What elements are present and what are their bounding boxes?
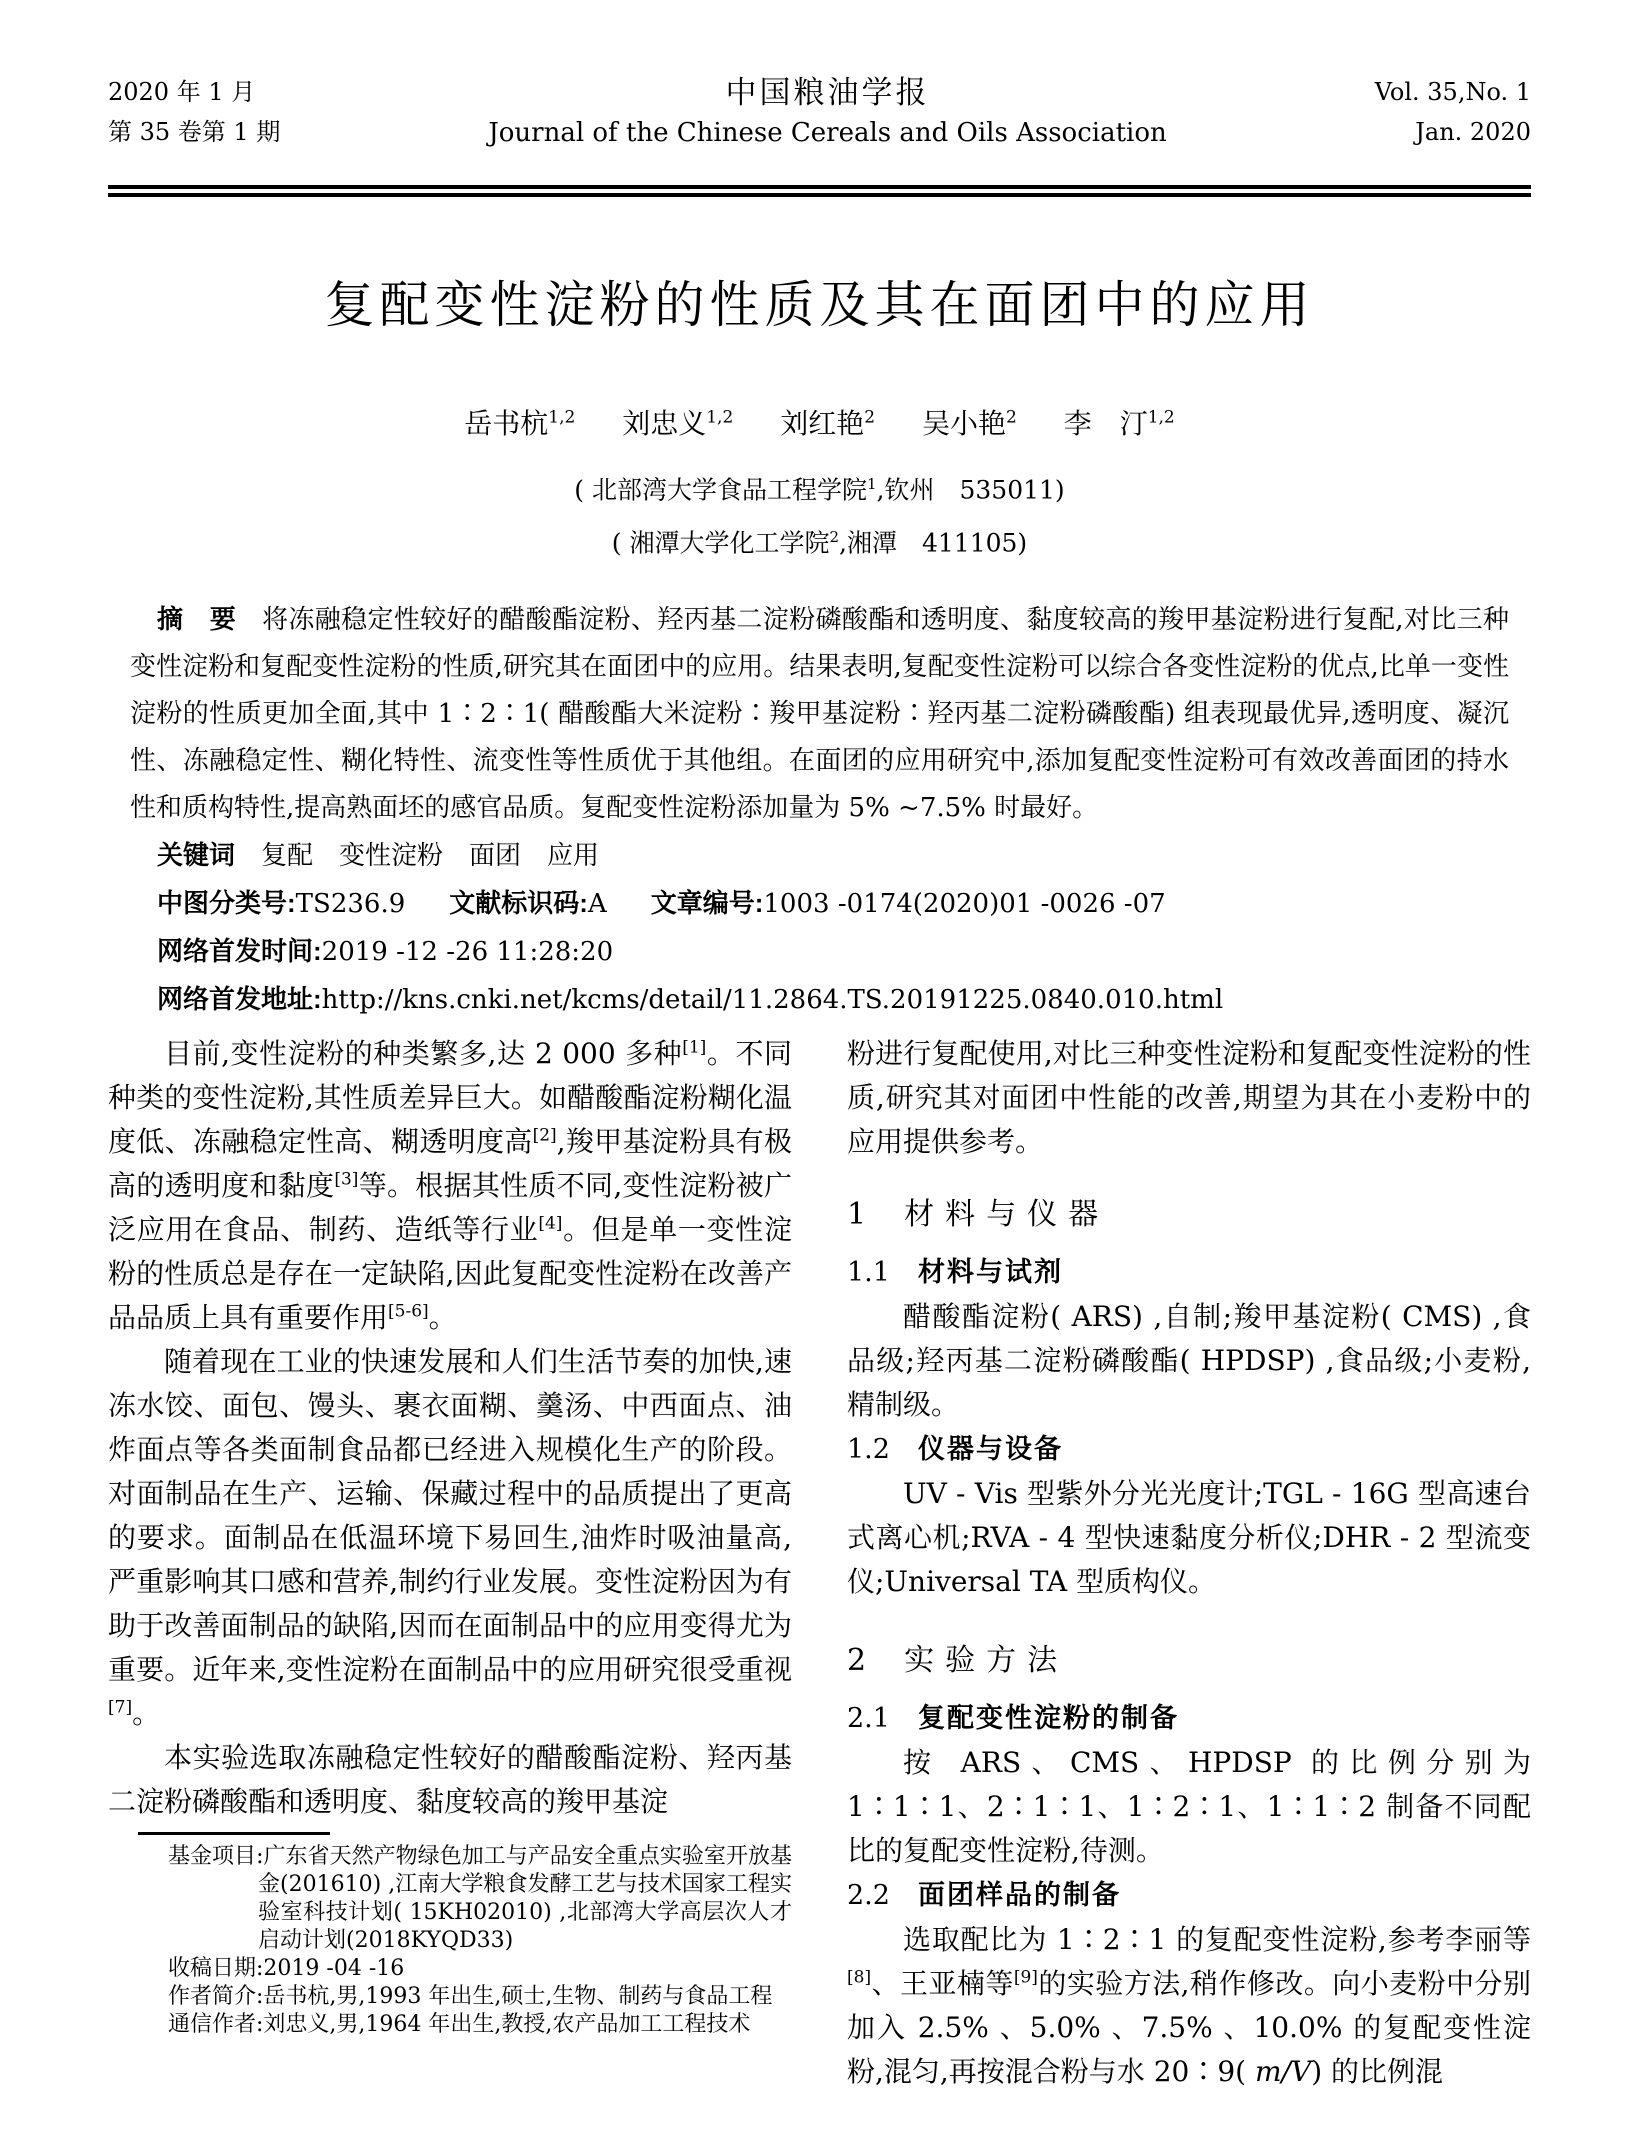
footnote-text: 2019 -04 -16 [263, 1955, 405, 1981]
subsection-title: 面团样品的制备 [917, 1879, 1121, 1910]
author [922, 407, 1017, 440]
paragraph: UV - Vis 型紫外分光光度计;TGL - 16G 型高速台式离心机;RVA - 4 型快速黏度分析仪;DHR - 2 型流变仪;Universal TA 型质构仪。 [847, 1476, 1531, 1598]
subsection-title: 材料与试剂 [917, 1256, 1063, 1287]
abstract-block [108, 596, 1531, 1024]
journal-date-en: Jan. 2020 [1415, 118, 1531, 146]
left-column [108, 1032, 792, 2094]
clc-value: TS236.9 [295, 888, 406, 919]
journal-header [108, 72, 1531, 152]
section-heading-methods [847, 1638, 1531, 1684]
online-url-label: 网络首发地址: [157, 983, 322, 1014]
footnote [108, 1832, 792, 2039]
author-affiliation-sup: 1,2 [1147, 408, 1175, 428]
doc-code-item [449, 889, 606, 919]
abstract-text: 将冻融稳定性较好的醋酸酯淀粉、羟丙基二淀粉磷酸酯和透明度、黏度较高的羧甲基淀粉进行复配,对比三种变性淀粉和复配变性淀粉的性质,研究其在面团中的应用。结果表明,复配变性淀粉可以综合各变性淀粉的优点,比单一变性淀粉的性质更加全面,其中 1∶2∶1( 醋酸酯大米淀粉∶羧甲基淀粉∶羟丙基二淀粉磷酸酯) 组表现最优异,透明度、凝沉性、冻融稳定性、糊化特性、流变性等性质优于其他组。在面团的应用研究中,添加复配变性淀粉可有效改善面团的持水性和质构特性,提高熟面坯的感官品质。复配变性淀粉添加量为 5% ~7.5% 时最好。 [130, 604, 1509, 823]
paragraph: 随着现在工业的快速发展和人们生活节奏的加快,速冻水饺、面包、馒头、裹衣面糊、羹汤、中西面点、油炸面点等各类面制食品都已经进入规模化生产的阶段。对面制品在生产、运输、保藏过程中的品质提出了更高的要求。面制品在低温环境下易回生,油炸时吸油量高,严重影响其口感和营养,制约行业发展。变性淀粉因为有助于改善面制品的缺陷,因而在面制品中的应用变得尤为重要。近年来,变性淀粉在面制品中的应用研究很受重视[7]。 [108, 1344, 792, 1730]
doc-code-label: 文献标识码: [449, 887, 588, 918]
body-columns [108, 1032, 1531, 2094]
subsection-heading-dough-prep [847, 1873, 1531, 1918]
online-url-link[interactable]: http://kns.cnki.net/kcms/detail/11.2864.TS.20191225.0840.010.html [321, 984, 1224, 1015]
abstract-paragraph [130, 596, 1509, 832]
clc-item [157, 889, 405, 919]
author [780, 407, 875, 440]
online-url-line [130, 976, 1509, 1024]
header-double-rule [108, 185, 1531, 197]
subsection-heading-reagents [847, 1250, 1531, 1295]
footnote-label: 作者简介: [168, 1983, 264, 2009]
journal-vol-en: Vol. 35,No. 1 [1374, 78, 1531, 106]
paper-title: 复配变性淀粉的性质及其在面团中的应用 [324, 276, 1315, 334]
author-affiliation-sup: 2 [1005, 408, 1017, 428]
keywords-line [130, 832, 1509, 880]
affiliations [108, 461, 1531, 566]
paragraph: 粉进行复配使用,对比三种变性淀粉和复配变性淀粉的性质,研究其对面团中性能的改善,期望为其在小麦粉中的应用提供参考。 [847, 1036, 1531, 1158]
footnote-item [108, 1983, 792, 2011]
subsection-number: 2.2 [847, 1879, 890, 1911]
section-number: 1 [847, 1196, 867, 1232]
journal-issue-cn: 第 35 卷第 1 期 [108, 118, 281, 146]
subsection-heading-starch-prep [847, 1696, 1531, 1741]
paragraph: 按 ARS、CMS、HPDSP 的比例分别为 1∶1∶1、2∶1∶1、1∶2∶1、1∶1∶2 制备不同配比的复配变性淀粉,待测。 [847, 1745, 1531, 1867]
footnote-label: 通信作者: [168, 2011, 264, 2037]
keywords-label: 关键词 [157, 839, 236, 870]
doc-code-value: A [587, 888, 607, 919]
author [622, 407, 733, 440]
clc-label: 中图分类号: [157, 887, 296, 918]
subsection-title: 复配变性淀粉的制备 [917, 1702, 1179, 1733]
author-name: 刘忠义 [622, 407, 707, 441]
footnote-label: 基金项目: [168, 1843, 264, 1869]
article-id-label: 文章编号: [650, 887, 764, 918]
subsection-number: 2.1 [847, 1702, 890, 1734]
author [1064, 407, 1175, 440]
journal-title-cn: 中国粮油学报 [725, 75, 930, 111]
footnote-text: 刘忠义,男,1964 年出生,教授,农产品加工工程技术 [263, 2011, 751, 2037]
affiliation-line: ( 北部湾大学食品工程学院$^1$,钦州 535011) [574, 475, 1065, 505]
author [464, 407, 575, 440]
online-time-line [130, 928, 1509, 976]
section-heading-materials [847, 1192, 1531, 1238]
footnote-text: 广东省天然产物绿色加工与产品安全重点实验室开放基金(201610) ,江南大学粮食发酵工艺与技术国家工程实验室科技计划( 15KH02010) ,北部湾大学高层次人才启动计划(2018KYQD33) [258, 1843, 792, 1953]
author-name: 岳书杭 [464, 407, 549, 441]
author-name: 刘红艳 [780, 407, 865, 441]
subsection-number: 1.2 [847, 1433, 890, 1465]
keywords-text: 复配 变性淀粉 面团 应用 [261, 840, 600, 871]
author-affiliation-sup: 1,2 [548, 408, 576, 428]
author-affiliation-sup: 1,2 [706, 408, 734, 428]
paragraph: 醋酸酯淀粉( ARS) ,自制;羧甲基淀粉( CMS) ,食品级;羟丙基二淀粉磷酸酯( HPDSP) ,食品级;小麦粉,精制级。 [847, 1299, 1531, 1421]
article-id-value: 1003 -0174(2020)01 -0026 -07 [763, 888, 1166, 919]
subsection-heading-instruments [847, 1427, 1531, 1472]
paragraph: 目前,变性淀粉的种类繁多,达 2 000 多种[1]。不同种类的变性淀粉,其性质差异巨大。如醋酸酯淀粉糊化温度低、冻融稳定性高、糊透明度高[2],羧甲基淀粉具有极高的透明度和黏度[3]等。根据其性质不同,变性淀粉被广泛应用在食品、制药、造纸等行业[4]。但是单一变性淀粉的性质总是存在一定缺陷,因此复配变性淀粉在改善产品品质上具有重要作用[5-6]。 [108, 1036, 792, 1334]
section-title: 实验方法 [904, 1642, 1069, 1678]
journal-header-center [280, 72, 1374, 152]
footnote-item [108, 1843, 792, 1955]
author-line [108, 395, 1531, 447]
subsection-number: 1.1 [847, 1256, 890, 1288]
section-title: 材料与仪器 [904, 1196, 1110, 1232]
online-time-label: 网络首发时间: [157, 935, 322, 966]
author-name: 吴小艳 [921, 407, 1006, 441]
affiliation-line: ( 湘潭大学化工学院$^2$,湘潭 411105) [611, 527, 1028, 557]
right-column [847, 1032, 1531, 2094]
journal-header-left [108, 72, 280, 152]
paragraph: 本实验选取冻融稳定性较好的醋酸酯淀粉、羟丙基二淀粉磷酸酯和透明度、黏度较高的羧甲基淀 [108, 1740, 792, 1818]
online-time-value: 2019 -12 -26 11:28:20 [321, 936, 614, 967]
journal-date-cn: 2020 年 1 月 [108, 78, 256, 106]
article-id-item [651, 889, 1166, 919]
footnote-item [108, 2011, 792, 2039]
abstract-label: 摘 要 [157, 603, 237, 634]
section-number: 2 [847, 1642, 867, 1678]
paragraph: 选取配比为 1∶2∶1 的复配变性淀粉,参考李丽等[8]、王亚楠等[9]的实验方法,稍作修改。向小麦粉中分别加入 2.5% 、5.0% 、7.5% 、10.0% 的复配变性淀粉,混匀,再按混合粉与水 20∶9( m/V) 的比例混 [847, 1922, 1531, 2088]
journal-title-en: Journal of the Chinese Cereals and Oils Association [488, 118, 1167, 148]
footnote-item [108, 1955, 792, 1983]
author-name: 李 汀 [1063, 407, 1148, 441]
meta-line [130, 880, 1509, 928]
footnote-text: 岳书杭,男,1993 年出生,硕士,生物、制药与食品工程 [263, 1983, 773, 2009]
footnote-rule [138, 1832, 330, 1835]
subsection-title: 仪器与设备 [917, 1433, 1063, 1464]
footnote-label: 收稿日期: [168, 1955, 264, 1981]
journal-header-right [1375, 72, 1531, 152]
author-affiliation-sup: 2 [864, 408, 876, 428]
